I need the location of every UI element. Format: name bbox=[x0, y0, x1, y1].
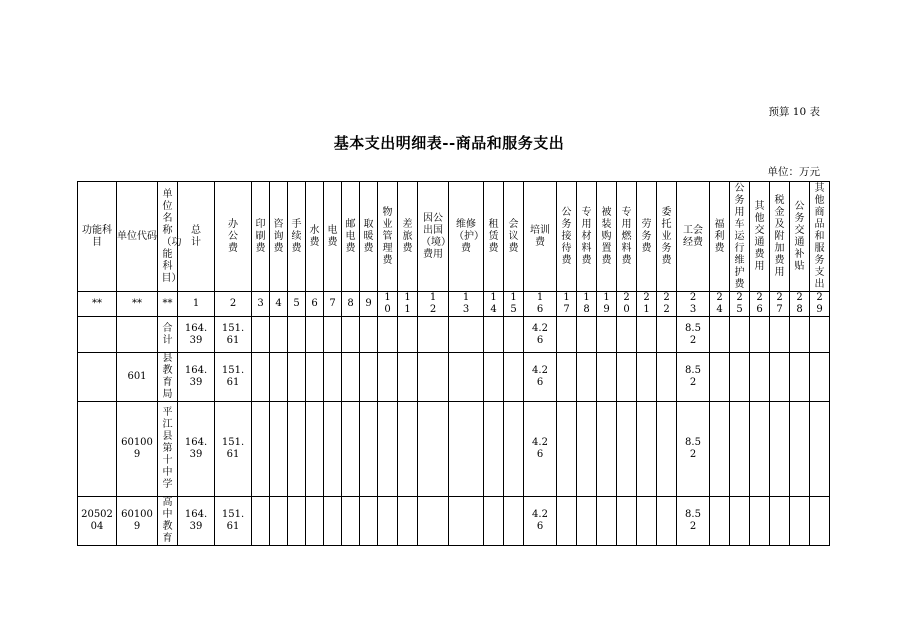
empty-cell bbox=[288, 353, 306, 402]
empty-cell bbox=[750, 317, 770, 353]
empty-cell bbox=[288, 402, 306, 497]
empty-cell bbox=[398, 317, 418, 353]
empty-cell bbox=[378, 317, 398, 353]
column-header: 专用材料费 bbox=[577, 182, 597, 292]
empty-cell bbox=[730, 497, 750, 546]
function-code-cell bbox=[78, 317, 117, 353]
empty-cell bbox=[597, 353, 617, 402]
empty-cell bbox=[810, 497, 830, 546]
empty-cell bbox=[637, 402, 657, 497]
empty-cell bbox=[637, 497, 657, 546]
empty-cell bbox=[306, 353, 324, 402]
column-header: 租赁费 bbox=[484, 182, 504, 292]
empty-cell bbox=[617, 497, 637, 546]
empty-cell bbox=[306, 497, 324, 546]
office-expense-cell: 151.61 bbox=[215, 497, 252, 546]
empty-cell bbox=[342, 317, 360, 353]
empty-cell bbox=[504, 497, 524, 546]
column-header: 其他商品和服务支出 bbox=[810, 182, 830, 292]
column-header: 维修（护）费 bbox=[449, 182, 484, 292]
empty-cell bbox=[324, 402, 342, 497]
empty-cell bbox=[484, 317, 504, 353]
column-header: 电费 bbox=[324, 182, 342, 292]
empty-cell bbox=[342, 497, 360, 546]
column-header: 手续费 bbox=[288, 182, 306, 292]
unit-code-cell: 601009 bbox=[117, 497, 158, 546]
empty-cell bbox=[360, 353, 378, 402]
empty-cell bbox=[252, 402, 270, 497]
unit-name-cell: 县教育局 bbox=[158, 353, 178, 402]
column-header: 会议费 bbox=[504, 182, 524, 292]
empty-cell bbox=[810, 317, 830, 353]
column-number: ** bbox=[78, 292, 117, 317]
empty-cell bbox=[418, 353, 449, 402]
empty-cell bbox=[557, 402, 577, 497]
empty-cell bbox=[637, 317, 657, 353]
empty-cell bbox=[342, 353, 360, 402]
empty-cell bbox=[504, 402, 524, 497]
column-header: 被装购置费 bbox=[597, 182, 617, 292]
empty-cell bbox=[657, 497, 677, 546]
training-expense-cell: 4.26 bbox=[524, 353, 557, 402]
column-number: 27 bbox=[770, 292, 790, 317]
table-row bbox=[78, 497, 830, 546]
column-number: 10 bbox=[378, 292, 398, 317]
empty-cell bbox=[252, 317, 270, 353]
column-header: 总计 bbox=[178, 182, 215, 292]
column-number: 25 bbox=[730, 292, 750, 317]
column-number: 9 bbox=[360, 292, 378, 317]
empty-cell bbox=[557, 353, 577, 402]
empty-cell bbox=[657, 402, 677, 497]
empty-cell bbox=[730, 317, 750, 353]
column-number: 14 bbox=[484, 292, 504, 317]
office-expense-cell: 151.61 bbox=[215, 317, 252, 353]
column-header: 邮电费 bbox=[342, 182, 360, 292]
total-cell: 164.39 bbox=[178, 497, 215, 546]
column-header: 因公出国（境）费用 bbox=[418, 182, 449, 292]
column-header: 单位代码 bbox=[117, 182, 158, 292]
column-number: 5 bbox=[288, 292, 306, 317]
column-header: 取暖费 bbox=[360, 182, 378, 292]
column-number: 8 bbox=[342, 292, 360, 317]
empty-cell bbox=[810, 402, 830, 497]
column-header: 差旅费 bbox=[398, 182, 418, 292]
column-header: 单位名称（功能科目） bbox=[158, 182, 178, 292]
union-fund-cell: 8.52 bbox=[677, 402, 710, 497]
empty-cell bbox=[418, 317, 449, 353]
empty-cell bbox=[710, 402, 730, 497]
empty-cell bbox=[449, 353, 484, 402]
empty-cell bbox=[398, 353, 418, 402]
empty-cell bbox=[270, 353, 288, 402]
union-fund-cell: 8.52 bbox=[677, 353, 710, 402]
empty-cell bbox=[577, 353, 597, 402]
empty-cell bbox=[449, 497, 484, 546]
column-number: 12 bbox=[418, 292, 449, 317]
column-number: 22 bbox=[657, 292, 677, 317]
column-number: 18 bbox=[577, 292, 597, 317]
column-number: 19 bbox=[597, 292, 617, 317]
empty-cell bbox=[597, 402, 617, 497]
empty-cell bbox=[750, 402, 770, 497]
total-cell: 164.39 bbox=[178, 402, 215, 497]
column-header: 功能科目 bbox=[78, 182, 117, 292]
office-expense-cell: 151.61 bbox=[215, 402, 252, 497]
total-cell: 164.39 bbox=[178, 353, 215, 402]
unit-name-cell: 合计 bbox=[158, 317, 178, 353]
empty-cell bbox=[270, 402, 288, 497]
function-code-cell bbox=[78, 353, 117, 402]
column-header: 委托业务费 bbox=[657, 182, 677, 292]
column-number: 7 bbox=[324, 292, 342, 317]
column-header: 公务用车运行维护费 bbox=[730, 182, 750, 292]
empty-cell bbox=[617, 353, 637, 402]
empty-cell bbox=[597, 317, 617, 353]
column-header: 税金及附加费用 bbox=[770, 182, 790, 292]
unit-code-cell: 601 bbox=[117, 353, 158, 402]
unit-name-cell: 平江县第十中学 bbox=[158, 402, 178, 497]
empty-cell bbox=[504, 353, 524, 402]
column-header: 培训费 bbox=[524, 182, 557, 292]
empty-cell bbox=[657, 317, 677, 353]
empty-cell bbox=[750, 497, 770, 546]
table-row bbox=[78, 353, 830, 402]
empty-cell bbox=[637, 353, 657, 402]
column-number: 26 bbox=[750, 292, 770, 317]
empty-cell bbox=[577, 317, 597, 353]
empty-cell bbox=[790, 317, 810, 353]
column-number: ** bbox=[117, 292, 158, 317]
empty-cell bbox=[710, 317, 730, 353]
empty-cell bbox=[378, 353, 398, 402]
empty-cell bbox=[484, 402, 504, 497]
empty-cell bbox=[810, 353, 830, 402]
column-number: 4 bbox=[270, 292, 288, 317]
function-code-cell: 2050204 bbox=[78, 497, 117, 546]
expense-table bbox=[77, 181, 830, 546]
unit-code-cell bbox=[117, 317, 158, 353]
unit-label: 单位：万元 bbox=[767, 166, 820, 178]
training-expense-cell: 4.26 bbox=[524, 497, 557, 546]
empty-cell bbox=[770, 353, 790, 402]
column-header: 专用燃料费 bbox=[617, 182, 637, 292]
empty-cell bbox=[378, 497, 398, 546]
empty-cell bbox=[342, 402, 360, 497]
empty-cell bbox=[449, 402, 484, 497]
empty-cell bbox=[306, 317, 324, 353]
empty-cell bbox=[790, 402, 810, 497]
table-row bbox=[78, 402, 830, 497]
column-header: 印刷费 bbox=[252, 182, 270, 292]
table-number-label: 预算 10 表 bbox=[768, 106, 820, 118]
training-expense-cell: 4.26 bbox=[524, 402, 557, 497]
empty-cell bbox=[418, 402, 449, 497]
training-expense-cell: 4.26 bbox=[524, 317, 557, 353]
column-number: 17 bbox=[557, 292, 577, 317]
column-header: 物业管理费 bbox=[378, 182, 398, 292]
table-row bbox=[78, 317, 830, 353]
column-number: 2 bbox=[215, 292, 252, 317]
column-header: 水费 bbox=[306, 182, 324, 292]
empty-cell bbox=[617, 317, 637, 353]
empty-cell bbox=[577, 402, 597, 497]
empty-cell bbox=[418, 497, 449, 546]
column-number: ** bbox=[158, 292, 178, 317]
total-cell: 164.39 bbox=[178, 317, 215, 353]
column-header: 工会经费 bbox=[677, 182, 710, 292]
empty-cell bbox=[288, 317, 306, 353]
empty-cell bbox=[449, 317, 484, 353]
empty-cell bbox=[577, 497, 597, 546]
column-header: 办公费 bbox=[215, 182, 252, 292]
empty-cell bbox=[710, 497, 730, 546]
column-number: 21 bbox=[637, 292, 657, 317]
column-number: 11 bbox=[398, 292, 418, 317]
empty-cell bbox=[378, 402, 398, 497]
header-row bbox=[78, 182, 830, 292]
empty-cell bbox=[617, 402, 637, 497]
column-number: 13 bbox=[449, 292, 484, 317]
empty-cell bbox=[790, 497, 810, 546]
page-title: 基本支出明细表--商品和服务支出 bbox=[333, 134, 565, 152]
empty-cell bbox=[730, 353, 750, 402]
empty-cell bbox=[557, 317, 577, 353]
column-number: 3 bbox=[252, 292, 270, 317]
column-number: 20 bbox=[617, 292, 637, 317]
unit-code-cell: 601009 bbox=[117, 402, 158, 497]
empty-cell bbox=[750, 353, 770, 402]
empty-cell bbox=[252, 497, 270, 546]
column-number: 24 bbox=[710, 292, 730, 317]
empty-cell bbox=[770, 317, 790, 353]
empty-cell bbox=[790, 353, 810, 402]
empty-cell bbox=[770, 497, 790, 546]
empty-cell bbox=[270, 317, 288, 353]
unit-name-cell: 高中教育 bbox=[158, 497, 178, 546]
empty-cell bbox=[657, 353, 677, 402]
column-number: 28 bbox=[790, 292, 810, 317]
empty-cell bbox=[484, 497, 504, 546]
column-number: 23 bbox=[677, 292, 710, 317]
empty-cell bbox=[770, 402, 790, 497]
empty-cell bbox=[270, 497, 288, 546]
empty-cell bbox=[484, 353, 504, 402]
empty-cell bbox=[360, 317, 378, 353]
column-header: 咨询费 bbox=[270, 182, 288, 292]
empty-cell bbox=[288, 497, 306, 546]
empty-cell bbox=[710, 353, 730, 402]
column-number: 1 bbox=[178, 292, 215, 317]
column-number-row bbox=[78, 292, 830, 317]
column-header: 劳务费 bbox=[637, 182, 657, 292]
office-expense-cell: 151.61 bbox=[215, 353, 252, 402]
function-code-cell bbox=[78, 402, 117, 497]
empty-cell bbox=[504, 317, 524, 353]
empty-cell bbox=[324, 497, 342, 546]
column-header: 福利费 bbox=[710, 182, 730, 292]
empty-cell bbox=[398, 402, 418, 497]
empty-cell bbox=[730, 402, 750, 497]
empty-cell bbox=[360, 402, 378, 497]
empty-cell bbox=[557, 497, 577, 546]
column-number: 6 bbox=[306, 292, 324, 317]
column-number: 16 bbox=[524, 292, 557, 317]
empty-cell bbox=[324, 353, 342, 402]
empty-cell bbox=[398, 497, 418, 546]
empty-cell bbox=[597, 497, 617, 546]
column-header: 公务接待费 bbox=[557, 182, 577, 292]
column-header: 公务交通补贴 bbox=[790, 182, 810, 292]
empty-cell bbox=[324, 317, 342, 353]
union-fund-cell: 8.52 bbox=[677, 317, 710, 353]
union-fund-cell: 8.52 bbox=[677, 497, 710, 546]
column-number: 29 bbox=[810, 292, 830, 317]
column-number: 15 bbox=[504, 292, 524, 317]
empty-cell bbox=[360, 497, 378, 546]
empty-cell bbox=[306, 402, 324, 497]
empty-cell bbox=[252, 353, 270, 402]
column-header: 其他交通费用 bbox=[750, 182, 770, 292]
